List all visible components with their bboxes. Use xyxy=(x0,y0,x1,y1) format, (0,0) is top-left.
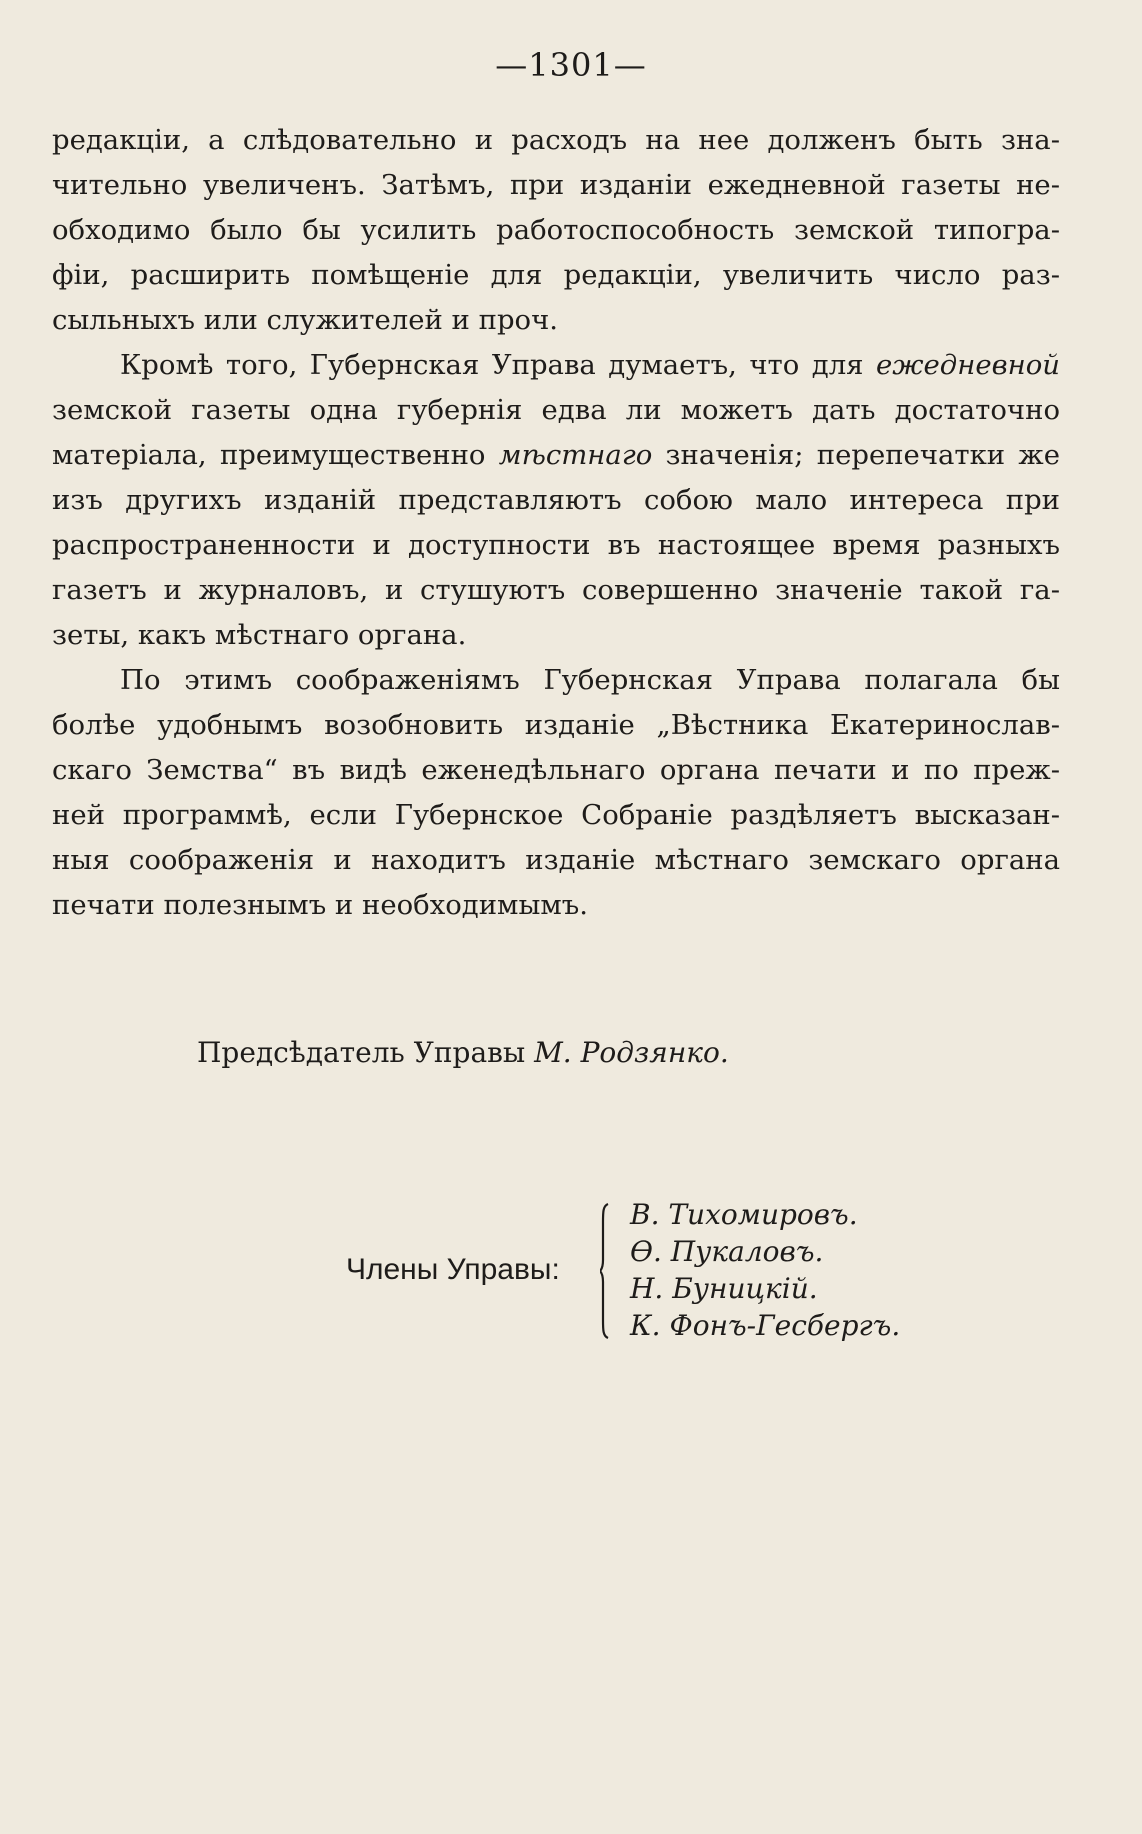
text-line: ней программѣ, если Губернское Собраніе раздѣляетъ высказан- xyxy=(52,799,1060,831)
text-segment: Кромѣ того, Губернская Управа думаетъ, что для xyxy=(120,349,876,381)
member-name: К. Фонъ-Гесбергъ. xyxy=(630,1309,901,1342)
text-line: обходимо было бы усилить работоспособность земской типогра- xyxy=(52,214,1060,246)
chairman-name: М. Родзянко. xyxy=(534,1036,729,1069)
text-line xyxy=(52,343,1060,388)
text-line: газетъ и журналовъ, и стушуютъ совершенно значеніе такой га- xyxy=(52,574,1060,606)
body-text xyxy=(52,118,1060,928)
text-line: изъ другихъ изданій представляютъ собою мало интереса при xyxy=(52,484,1060,516)
text-line: распространенности и доступности въ настоящее время разныхъ xyxy=(52,529,1060,561)
emphasis-ejednevnoy: ежедневной xyxy=(875,349,1060,381)
text-line: фіи, расширить помѣщеніе для редакціи, увеличить число раз- xyxy=(52,259,1060,291)
text-line: печати полезнымъ и необходимымъ. xyxy=(52,889,588,921)
text-line: скаго Земства“ въ видѣ еженедѣльнаго органа печати и по преж- xyxy=(52,754,1060,786)
members-label: Члены Управы: xyxy=(346,1253,560,1286)
chairman-signature xyxy=(197,1036,729,1069)
chairman-label: Предсѣдатель Управы xyxy=(197,1036,535,1069)
text-line: По этимъ соображеніямъ Губернская Управа полагала бы xyxy=(120,664,1060,696)
member-name: Н. Буницкій. xyxy=(630,1272,818,1305)
emphasis-mestnago: мѣстнаго xyxy=(498,439,653,471)
text-line: земской газеты одна губернія едва ли можетъ дать достаточно xyxy=(52,394,1060,426)
text-line: сыльныхъ или служителей и проч. xyxy=(52,304,559,336)
member-name: В. Тихомировъ. xyxy=(630,1198,858,1231)
member-name: Ѳ. Пукаловъ. xyxy=(630,1235,824,1268)
text-line: ныя соображенія и находитъ изданіе мѣстнаго земскаго органа xyxy=(52,844,1060,876)
text-segment: матеріала, преимущественно xyxy=(52,439,499,471)
text-line: зеты, какъ мѣстнаго органа. xyxy=(52,619,467,651)
page-number: —1301— xyxy=(495,46,647,84)
members-list xyxy=(630,1196,900,1344)
text-line xyxy=(52,433,1060,478)
text-line: редакціи, а слѣдовательно и расходъ на нее долженъ быть зна- xyxy=(52,124,1060,156)
text-segment: значенія; перепечатки же xyxy=(652,439,1060,471)
text-line: болѣе удобнымъ возобновить изданіе „Вѣстника Екатеринослав- xyxy=(52,709,1060,741)
curly-brace-icon xyxy=(600,1202,610,1340)
text-line: чительно увеличенъ. Затѣмъ, при изданіи ежедневной газеты не- xyxy=(52,169,1060,201)
